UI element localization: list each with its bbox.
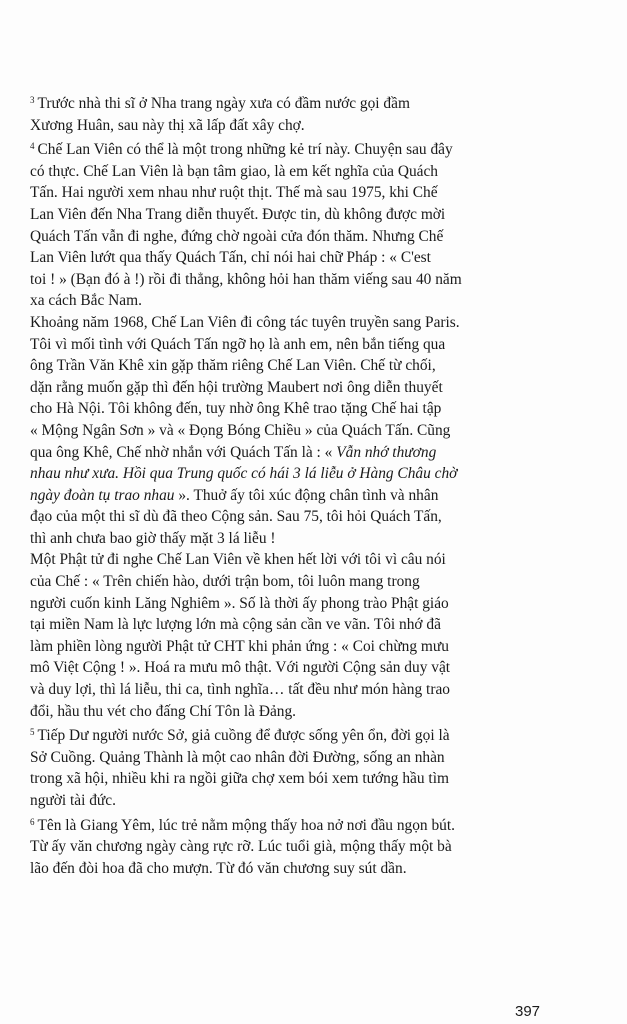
text-line [30,528,585,550]
text-line [30,636,585,658]
text-line [30,312,585,334]
text-segment: có thực. Chế Lan Viên là bạn tâm giao, là em kết nghĩa của Quách [30,162,439,180]
text-line [30,334,585,356]
text-line [30,701,585,723]
text-segment: dặn rằng muốn gặp thì đến hội trường Maubert nơi ông diễn thuyết [30,378,443,396]
text-segment: tại miền Nam là lực lượng lớn mà cộng sản cần ve vãn. Tôi nhớ đã [30,616,441,634]
text-segment: toi ! » (Bạn đó à !) rồi đi thẳng, không hỏi han thăm viếng sau 40 năm [30,270,462,288]
text-line [30,571,585,593]
text-line [30,506,585,528]
text-line [30,377,585,399]
text-segment: đổi, hầu thu vét cho đấng Chí Tôn là Đảng. [30,702,297,720]
text-segment: đạo của một thi sĩ dù đã theo Cộng sản. Sau 75, tôi hỏi Quách Tấn, [30,508,442,526]
text-line [30,858,585,880]
text-line [30,136,585,161]
text-segment: ». Thuở ấy tôi xúc động chân tình và nhân [174,486,439,504]
text-line [30,442,585,464]
text-segment: Tiếp Dư người nước Sở, giả cuồng để được sống yên ổn, đời gọi là [37,727,450,745]
text-line [30,790,585,812]
italic-text: Vẫn nhớ thương [336,443,437,461]
text-line [30,593,585,615]
text-segment: qua ông Khê, Chế nhờ nhắn với Quách Tấn là : « [30,443,337,461]
text-line [30,269,585,291]
text-segment: người tài đức. [30,792,116,809]
footnote-5 [30,722,585,811]
text-line [30,290,585,312]
text-line [30,812,585,837]
text-line [30,90,585,115]
paragraph [30,312,585,550]
footnote-3 [30,90,585,136]
text-segment: thì anh chưa bao giờ thấy mặt 3 lá liễu ! [30,529,276,547]
footnotes-text [30,90,585,879]
text-line [30,463,585,485]
text-segment: ông Trần Văn Khê xin gặp thăm riêng Chế Lan Viên. Chế từ chối, [30,357,436,375]
text-line [30,161,585,183]
footnote-4 [30,136,585,312]
text-line [30,398,585,420]
text-segment: Tấn. Hai người xem nhau như ruột thịt. Thế mà sau 1975, khi Chế [30,184,438,202]
text-line [30,614,585,636]
paragraph [30,549,585,722]
text-line [30,768,585,790]
text-segment: Quách Tấn vẫn đi nghe, đứng chờ ngoài cửa đón thăm. Nhưng Chế [30,227,444,245]
footnote-marker: 4 [30,141,35,152]
text-segment: trong xã hội, nhiều khi ra ngồi giữa chợ xem bói xem tướng hầu tìm [30,770,449,788]
text-segment: Chế Lan Viên có thể là một trong những kẻ trí này. Chuyện sau đây [37,141,453,159]
text-segment: làm phiền lòng người Phật tử CHT khi phản ứng : « Coi chừng mưu [30,637,449,655]
text-segment: mô Việt Cộng ! ». Hoá ra mưu mô thật. Với người Cộng sản duy vật [30,659,451,677]
text-segment: Lan Viên đến Nha Trang diễn thuyết. Được tin, dù không được mời [30,205,446,223]
italic-text: nhau như xưa. Hồi qua Trung quốc có hái 3 lá liễu ở Hàng Châu chờ [30,465,458,483]
text-segment: và duy lợi, thì lá liễu, thi ca, tình nghĩa… tất đều như món hàng trao [30,681,450,699]
text-segment: lão đến đòi hoa đã cho mượn. Từ đó văn chương suy sút dần. [30,859,407,877]
text-segment: « Mộng Ngân Sơn » và « Đọng Bóng Chiều » của Quách Tấn. Cũng [30,421,451,439]
page-number: 397 [515,1003,541,1020]
text-line [30,226,585,248]
text-line [30,247,585,269]
text-line [30,204,585,226]
text-segment: Trước nhà thi sĩ ở Nha trang ngày xưa có đầm nước gọi đầm [37,95,410,112]
text-segment: Khoảng năm 1968, Chế Lan Viên đi công tác tuyên truyền sang Paris. [30,313,460,331]
footnote-6 [30,812,585,880]
text-segment: Xương Huân, sau này thị xã lấp đất xây chợ. [30,116,305,134]
text-segment: Tên là Giang Yêm, lúc trẻ nằm mộng thấy hoa nở nơi đầu ngọn bút. [37,816,455,834]
text-segment: người cuốn kinh Lăng Nghiêm ». Số là thời ấy phong trào Phật giáo [30,594,449,612]
text-line [30,747,585,769]
text-line [30,722,585,747]
footnote-marker: 6 [30,816,35,827]
text-segment: Sở Cuồng. Quảng Thành là một cao nhân đời Đường, sống an nhàn [30,748,445,766]
text-line [30,420,585,442]
text-line [30,657,585,679]
footnote-marker: 3 [30,95,35,105]
text-segment: Lan Viên lướt qua thấy Quách Tấn, chỉ nói hai chữ Pháp : « C'est [30,249,431,267]
text-segment: của Chế : « Trên chiến hào, dưới trận bom, tôi luôn mang trong [30,573,420,591]
text-segment: Tôi vì mối tình với Quách Tấn ngỡ họ là anh em, nên bắn tiếng qua [30,335,446,353]
text-line [30,182,585,204]
text-line [30,836,585,858]
text-line [30,549,585,571]
text-line [30,115,585,137]
text-segment: Từ ấy văn chương ngày càng rực rỡ. Lúc tuổi già, mộng thấy một bà [30,838,452,856]
text-line [30,679,585,701]
text-segment: Một Phật tử đi nghe Chế Lan Viên về khen hết lời với tôi vì câu nói [30,551,446,569]
italic-text: ngày đoàn tụ trao nhau [30,486,175,504]
text-segment: xa cách Bắc Nam. [30,292,142,310]
footnote-marker: 5 [30,727,35,738]
text-line [30,485,585,507]
text-line [30,355,585,377]
text-segment: cho Hà Nội. Tôi không đến, tuy nhờ ông Khê trao tặng Chế hai tập [30,400,442,418]
